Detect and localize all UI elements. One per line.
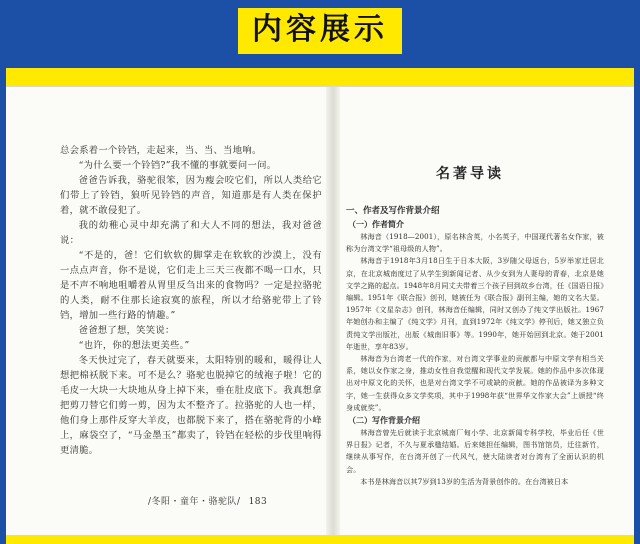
right-paragraph: 林海音于1918年3月18日生于日本大阪，3岁随父母返台，5岁举家迁居北京，在北京城南度过了从学生到新闻记者、从少女到为人妻母的青春，北京是她文学之路的起点。1948年8月同丈夫带着三个孩子回到故乡台湾，任《国语日报》编辑。1951年《联合报》创刊，她被任为《联合报》副刊主编，她的文名大显。1957年《文星杂志》创刊，林海音任编辑，同时又创办了纯文学出版社。1967年她创办和主编了《纯文学》月刊，直到1972年《纯文学》停刊后，她又独立负责纯文学出版社，出版《城南旧事》等。1990年，她开始回到北京。她于2001年逝世，享年83岁。 [346,256,604,351]
book-frame [6,68,634,544]
page-footer [148,494,267,507]
subsection-heading: （二）写作背景介绍 [348,416,420,426]
left-paragraph: 总会系着一个铃铛，走起来，当、当、当地响。 [60,145,262,156]
left-page-body [60,143,322,458]
left-paragraph: 爸爸想了想，笑笑说： [78,325,175,336]
header-banner [0,0,640,62]
right-paragraph: 本书是林海音以其7岁到13岁的生活为背景创作的。在台湾被日本 [360,476,569,486]
book-spine [326,87,340,535]
left-page [60,87,322,535]
right-page [346,87,604,535]
page-number: 183 [248,497,268,507]
subsection-heading: （一）作者简介 [348,220,404,229]
banner-title: 内容展示 [238,8,402,54]
left-paragraph: “为什么要一个铃铛?”我不懂的事就要问一问。 [78,160,277,171]
left-paragraph: 冬天快过完了，春天就要来，太阳特别的暖和，暖得让人想把棉袄脱下来。可不是么？骆驼也脱掉它的绒袍子啦！它的毛皮一大块一大块地从身上掉下来，垂在肚皮底下。我真想拿把剪刀替它们剪一剪，因为太不整齐了。拉骆驼的人也一样，他们身上那件反穿大羊皮，也都脱下来了，搭在骆驼背的小峰上，麻袋空了，“马金墨玉”都卖了，铃铛在轻松的步伐里响得更清脆。 [60,355,322,456]
right-paragraph: 林海音为台湾老一代的作家，对台湾文学事业的贡献都与中原文学有相当关系，她以女作家之身，推动女性自我觉醒和现代文学发展。她的作品中多次体现出对中原文化的关怀，也是对台湾文学不可或缺的贡献。她的作品被译为多种文字，她一生获得众多文学奖项，其中于1998年获“世界华文作家大会”上颁授“终身成就奖”。 [346,354,604,412]
open-book [6,86,634,535]
left-paragraph: “也许，你的想法更美些。” [78,340,190,351]
right-paragraph: 林海音（1918—2001），原名林含英，小名英子，中国现代著名女作家，被称为台湾文学“祖母级的人物”。 [346,232,604,254]
footer-text: /冬阳・童年・骆驼队/ [148,497,241,507]
left-paragraph: 爸爸告诉我，骆驼很笨，因为瘦会咬它们，所以人类给它们带上了铃铛，狼听见铃铛的声音，知道那是有人类在保护着，就不敢侵犯了。 [60,175,322,216]
right-page-body [346,205,604,488]
left-paragraph: “不是的，爸！它们软软的脚掌走在软软的沙漠上，没有一点点声音，你不是说，它们走上三天三夜都不喝一口水，只是不声不响地咀嚼着从胃里反刍出来的食物吗？一定是拉骆驼的人类，耐不住那长途寂寞的旅程，所以才给骆驼带上了铃铛，增加一些行路的情趣。” [60,250,322,321]
left-paragraph: 我的幼稚心灵中却充满了和大人不同的想法，我对爸爸说： [60,220,322,246]
right-paragraph: 林海音曾先后就读于北京城南厂甸小学、北京新闻专科学校，毕业后任《世界日报》记者，不久与夏承楹结婚。后来她担任编辑，图书馆馆员，迁往新竹，继续从事写作，在台湾开创了一代风气，使大陆读者对台湾有了全面认识的机会。 [346,428,604,474]
section-heading: 一、作者及写作背景介绍 [346,206,440,216]
chapter-title: 名著导读 [436,166,504,182]
